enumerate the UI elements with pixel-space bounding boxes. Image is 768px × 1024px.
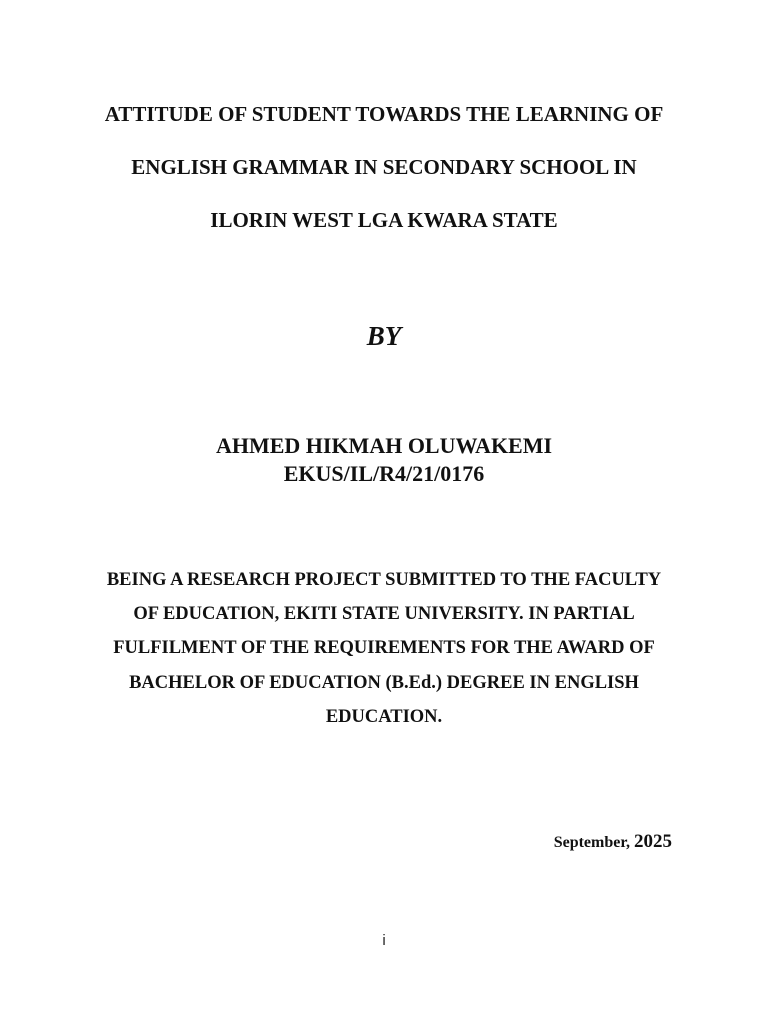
author-name: AHMED HIKMAH OLUWAKEMI [215, 433, 553, 458]
submission-date [554, 831, 672, 853]
submission-line-3: FULFILMENT OF THE REQUIREMENTS FOR THE AWARD OF [113, 638, 655, 658]
submission-line-4: BACHELOR OF EDUCATION (B.Ed.) DEGREE IN ENGLISH [129, 673, 639, 693]
author-matric-number: EKUS/IL/R4/21/0176 [283, 461, 485, 486]
title-line-1: ATTITUDE OF STUDENT TOWARDS THE LEARNING OF [104, 102, 664, 126]
page-number: i [382, 932, 386, 949]
date-year: 2025 [634, 831, 672, 852]
submission-line-5: EDUCATION. [325, 707, 443, 727]
title-line-2: ENGLISH GRAMMAR IN SECONDARY SCHOOL IN [131, 155, 637, 179]
title-line-3: ILORIN WEST LGA KWARA STATE [210, 208, 558, 232]
submission-line-1: BEING A RESEARCH PROJECT SUBMITTED TO THE FACULTY [106, 570, 662, 590]
by-label: BY [366, 321, 402, 351]
submission-line-2: OF EDUCATION, EKITI STATE UNIVERSITY. IN PARTIAL [133, 604, 635, 624]
date-month: September, [553, 834, 630, 851]
